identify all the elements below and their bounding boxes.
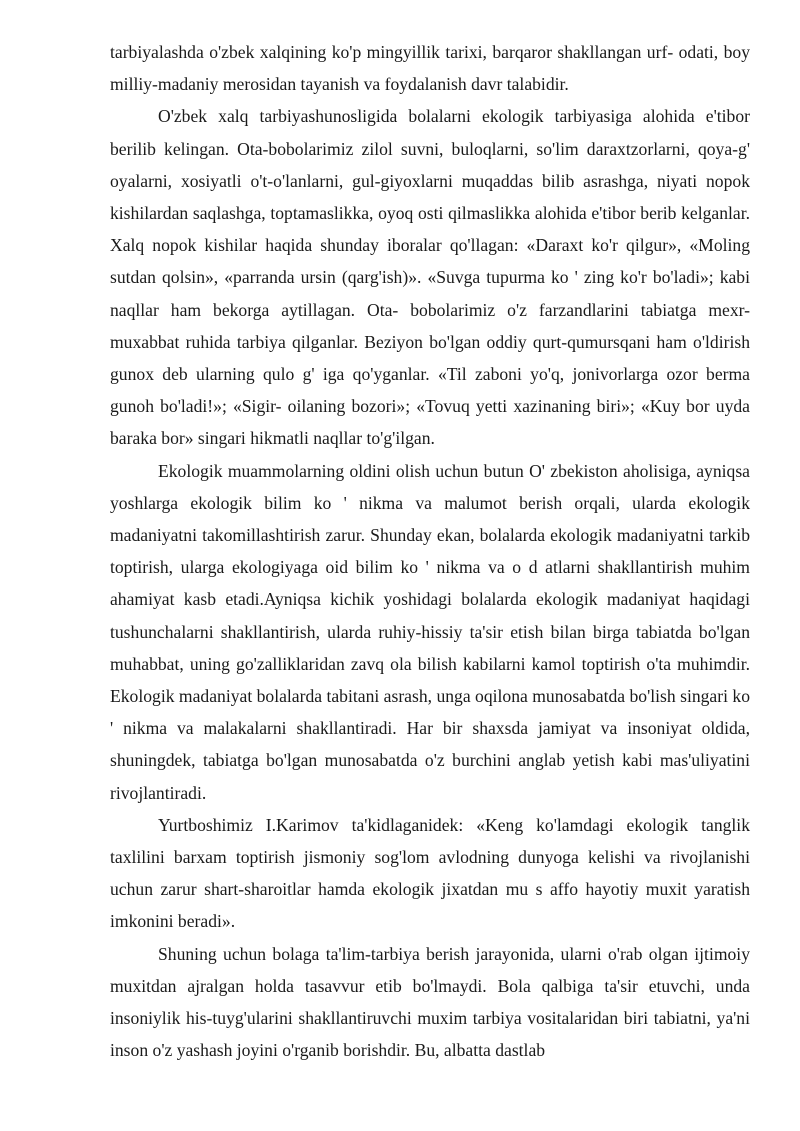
- paragraph-continuation: tarbiyalashda o'zbek xalqining ko'p mingyillik tarixi, barqaror shakllangan urf- odati, boy milliy-madaniy merosidan tayanish va foydalanish davr talabidir.: [110, 42, 750, 95]
- paragraph-ecological-problems: Ekologik muammolarning oldini olish uchun butun O' zbekiston aholisiga, ayniqsa yoshlarga ekologik bilim ko ' nikma va malumot berish orqali, ularda ekologik madaniyatni takomillashtirish zarur. Shunday ekan, bolalarda ekologik madaniyatni tarkib toptirish, ularga ekologiyaga oid bilim ko ' nikma va o d atlarni shakllantirish muhim ahamiyat kasb etadi.Ayniqsa kichik yoshidagi bolalarda ekologik madaniyat haqidagi tushunchalarni shakllantirish, ularda ruhiy-hissiy ta'sir etish bilan birga tabiatda bo'lgan muhabbat, uning go'zalliklaridan zavq ola bilish kabilarni kamol toptirish o'ta muhimdir. Ekologik madaniyat bolalarda tabitani asrash, unga oqilona munosabatda bo'lish singari ko ' nikma va malakalarni shakllantiradi. Har bir shaxsda jamiyat va insoniyat oldida, shuningdek, tabiatga bo'lgan munosabatda o'z burchini anglab yetish kabi mas'uliyatini rivojlantiradi.: [110, 460, 750, 803]
- paragraph-karimov-quote: Yurtboshimiz I.Karimov ta'kidlaganidek: «Keng ko'lamdagi ekologik tanglik taxlilini barxam toptirish jismoniy sog'lom avlodning dunyoga kelishi va rivojlanishi uchun zarur shart-sharoitlar hamda ekologik jixatdan mu s affo hayotiy muxit yaratish imkonini beradi».: [110, 814, 750, 932]
- paragraph-folk-traditions: O'zbek xalq tarbiyashunosligida bolalarni ekologik tarbiyasiga alohida e'tibor berilib kelingan. Ota-bobolarimiz zilol suvni, buloqlarni, so'lim daraxtzorlarni, qoya-g' oyalarni, xosiyatli o't-o'lanlarni, gul-giyoxlarni muqaddas bilib asrashga, niyati nopok kishilardan saqlashga, toptamaslikka, oyoq osti qilmaslikka alohida e'tibor berib kelganlar. Xalq nopok kishilar haqida shunday iboralar qo'llagan: «Daraxt ko'r qilgur», «Moling sutdan qolsin», «parranda ursin (qarg'ish)». «Suvga tupurma ko ' zing ko'r bo'ladi»; kabi naqllar ham bekorga aytillagan. Ota- bobolarimiz o'z farzandlarini tabiatga mexr-muxabbat ruhida tarbiya qilganlar. Beziyon bo'lgan oddiy qurt-qumursqani ham o'ldirish gunox deb ularning qulo g' iga qo'yganlar. «Til zaboni yo'q, jonivorlarga ozor berma gunoh bo'ladi!»; «Sigir- oilaning bozori»; «Tovuq yetti xazinaning biri»; «Kuy bor uyda baraka bor» singari hikmatli naqllar to'g'ilgan.: [110, 106, 750, 449]
- document-page: [110, 36, 750, 1067]
- paragraph-education-environment: Shuning uchun bolaga ta'lim-tarbiya berish jarayonida, ularni o'rab olgan ijtimoiy muxitdan ajralgan holda tasavvur etib bo'lmaydi. Bola qalbiga ta'sir etuvchi, unda insoniylik his-tuyg'ularini shakllantiruvchi muxim tarbiya vositalaridan biri tabiatni, ya'ni inson o'z yashash joyini o'rganib borishdir. Bu, albatta dastlab: [110, 943, 750, 1061]
